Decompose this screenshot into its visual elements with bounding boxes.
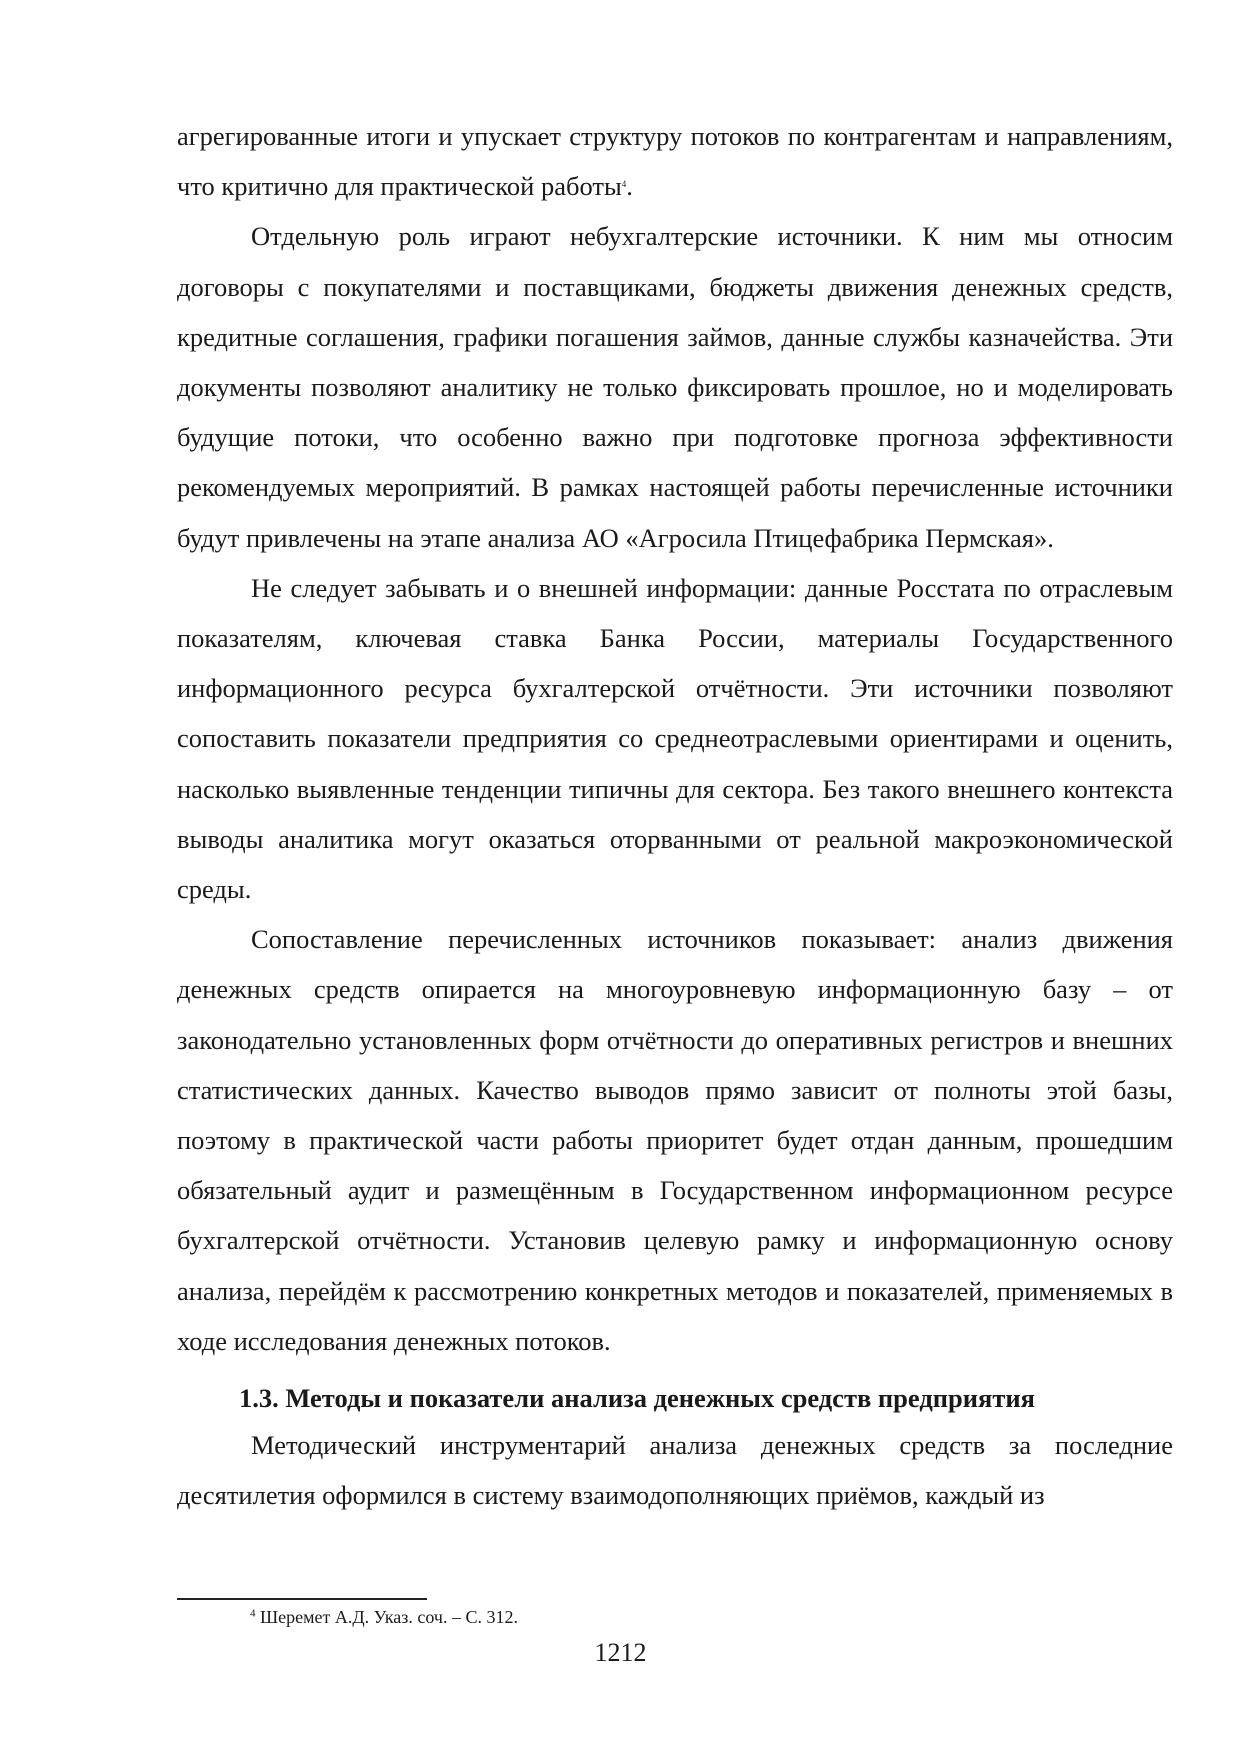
footnote-divider (177, 1598, 427, 1600)
paragraph-sources-comparison: Сопоставление перечисленных источников показывает: анализ движения денежных средств опирается на многоуровневую информационную базу – от законодательно установленных форм отчётности до оперативных регистров и внешних статистических данных. Качество выводов прямо зависит от полноты этой базы, поэтому в практической части работы приоритет будет отдан данным, прошедшим обязательный аудит и размещённым в Государственном информационном ресурсе бухгалтерской отчётности. Установив целевую рамку и информационную основу анализа, перейдём к рассмотрению конкретных методов и показателей, применяемых в ходе исследования денежных потоков. (177, 924, 1173, 1356)
page-body (177, 111, 1173, 1520)
paragraph-text: агрегированные итоги и упускает структуру потоков по контрагентам и направлениям, что критично для практической работы (177, 121, 1173, 202)
section-heading: 1.3. Методы и показатели анализа денежных средств предприятия (239, 1383, 1035, 1414)
paragraph-external-information: Не следует забывать и о внешней информации: данные Росстата по отраслевым показателям, ключевая ставка Банка России, материалы Государственного информационного ресурса бухгалтерской отчётности. Эти источники позволяют сопоставить показатели предприятия со среднеотраслевыми ориентирами и оценить, насколько выявленные тенденции типичны для сектора. Без такого внешнего контекста выводы аналитика могут оказаться оторванными от реальной макроэкономической среды. (177, 572, 1173, 905)
footnote-text: Шеремет А.Д. Указ. соч. – С. 312. (255, 1607, 518, 1627)
footnote-reference[interactable]: 4 (621, 179, 627, 190)
footnote (250, 1604, 518, 1630)
page-number: 1212 (594, 1638, 647, 1667)
paragraph-non-accounting-sources: Отдельную роль играют небухгалтерские источники. К ним мы относим договоры с покупателями и поставщиками, бюджеты движения денежных средств, кредитные соглашения, графики погашения займов, данные службы казначейства. Эти документы позволяют аналитику не только фиксировать прошлое, но и моделировать будущие потоки, что особенно важно при подготовке прогноза эффективности рекомендуемых мероприятий. В рамках настоящей работы перечисленные источники будут привлечены на этапе анализа АО «Агросила Птицефабрика Пермская». (177, 221, 1173, 553)
footnote-number: 4 (250, 1607, 256, 1620)
paragraph-continuation (177, 111, 1173, 211)
paragraph-methods-intro: Методический инструментарий анализа денежных средств за последние десятилетия оформился в систему взаимодополняющих приёмов, каждый из (177, 1430, 1173, 1511)
paragraph-text-end: . (626, 171, 633, 202)
